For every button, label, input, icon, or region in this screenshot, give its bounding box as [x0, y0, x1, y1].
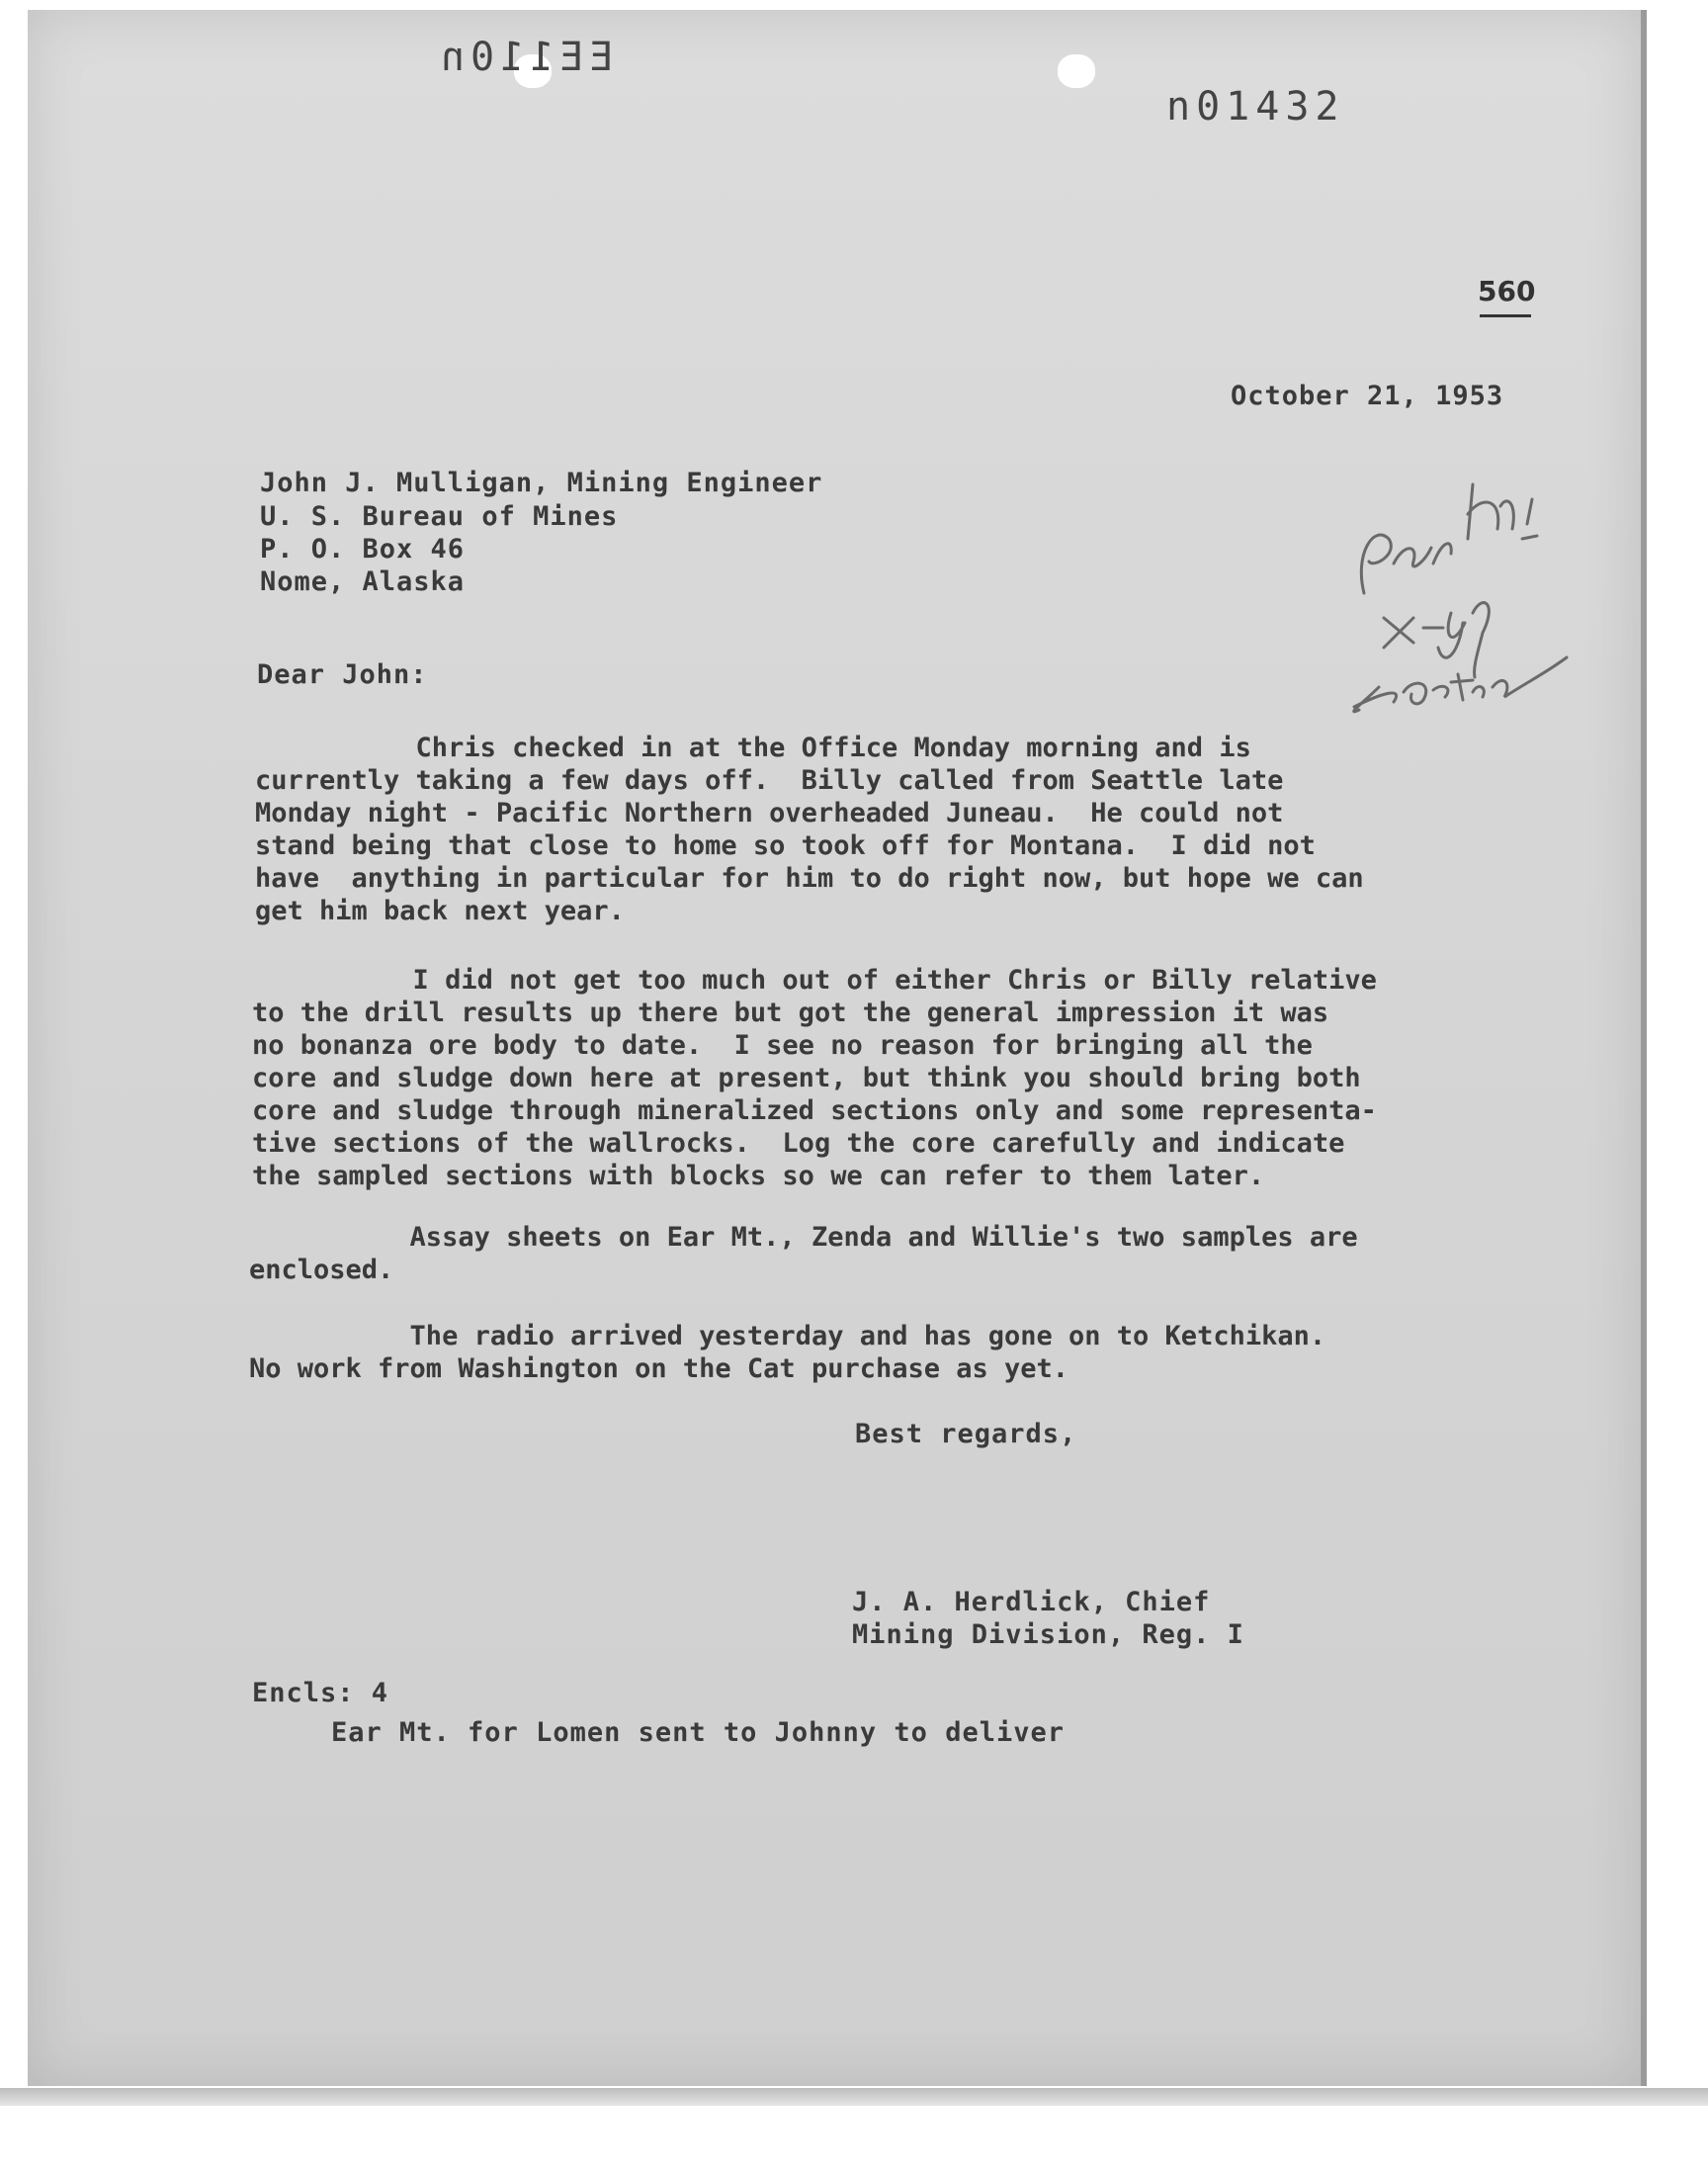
- address-line: P. O. Box 46: [260, 534, 466, 565]
- address-line: U. S. Bureau of Mines: [260, 501, 619, 532]
- letter-date: October 21, 1953: [1231, 381, 1504, 411]
- page-edge-shadow: [1641, 10, 1647, 2086]
- handwritten-annotation: [1334, 445, 1572, 722]
- page-number: 560: [1478, 275, 1536, 307]
- body-paragraph-3: Assay sheets on Ear Mt., Zenda and Willie's two samples are enclosed.: [249, 1222, 1358, 1285]
- body-paragraph-2: I did not get too much out of either Chris or Billy relative to the drill results up there but got the general impression it was no bonanza ore body to date. I see no reason for bringing all the core and sludge down here at present, but think you should bring both core and sludge through mineralized sections only and some representa- tive sections of the wallrocks. Log the core carefully and indicate the sampled sections with blocks so we can refer to them later.: [252, 965, 1377, 1191]
- address-line: Nome, Alaska: [260, 566, 466, 597]
- scan-bottom-strip: [0, 2088, 1708, 2106]
- closing: Best regards,: [855, 1419, 1077, 1449]
- address-line: John J. Mulligan, Mining Engineer: [260, 468, 823, 498]
- inverted-stamp-number: EE110n: [435, 35, 614, 80]
- enclosures-note: Ear Mt. for Lomen sent to Johnny to deliver: [331, 1717, 1065, 1748]
- page-number-underline: [1480, 314, 1531, 317]
- document-stamp-number: n01432: [1166, 84, 1345, 130]
- enclosures-label: Encls: 4: [252, 1678, 389, 1708]
- signature-line: Mining Division, Reg. I: [852, 1619, 1244, 1650]
- punch-hole-right: [1058, 54, 1095, 88]
- body-paragraph-1: Chris checked in at the Office Monday morning and is currently taking a few days off. Billy called from Seattle late Monday night - Pacific Northern overheaded Juneau. He could not stand being that close to home so took off for Montana. I did not have anything in particular for him to do right now, but hope we can get him back next year.: [255, 733, 1364, 926]
- salutation: Dear John:: [257, 659, 428, 690]
- signature-line: J. A. Herdlick, Chief: [852, 1587, 1211, 1617]
- body-paragraph-4: The radio arrived yesterday and has gone on to Ketchikan. No work from Washington on the Cat purchase as yet.: [249, 1321, 1326, 1384]
